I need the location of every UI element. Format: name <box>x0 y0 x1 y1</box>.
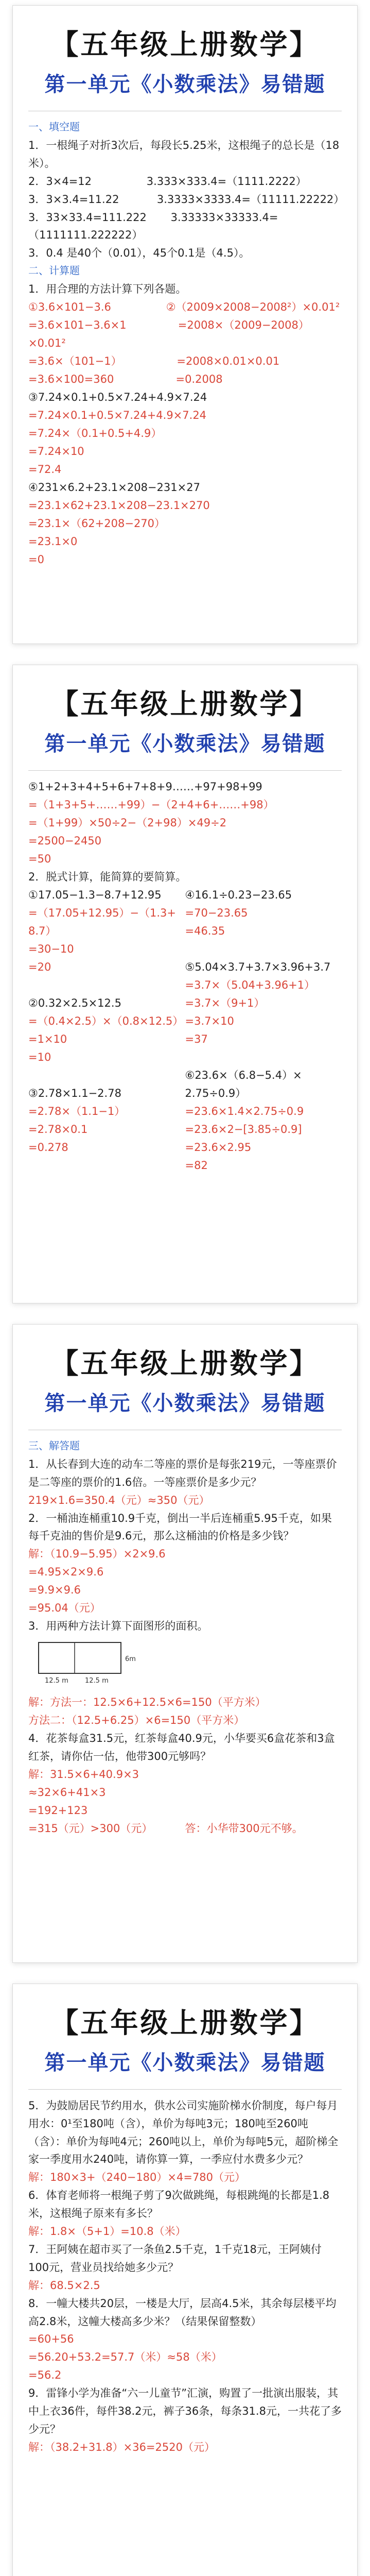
page-subtitle: 第一单元《小数乘法》易错题 <box>44 72 326 96</box>
calc-left: ①17.05−1.3−8.7+12.95 <box>28 888 162 901</box>
question: 1．用合理的方法计算下列各题。 <box>28 283 187 296</box>
page-subtitle: 第一单元《小数乘法》易错题 <box>44 1391 326 1415</box>
calc-left: ②0.32×2.5×12.5 <box>28 996 121 1009</box>
answer-line: =3.6×101−3.6×1 =2008×（2009−2008）×0.01² <box>28 319 309 350</box>
answer-line: =56.2 <box>28 2369 62 2382</box>
divider <box>28 2089 342 2090</box>
calc-left <box>28 1066 185 1084</box>
calc-right <box>185 940 342 958</box>
worksheet-page-2 <box>12 665 358 1303</box>
question: 2．一桶油连桶重10.9千克，倒出一半后连桶重5.95千克，如果每千克油的售价是9.6元，那么这桶油的价格是多少钱？ <box>28 1512 332 1543</box>
answer-line: ③7.24×0.1+0.5×7.24+4.9×7.24 <box>28 391 207 403</box>
calc-left: =1×10 <box>28 1032 67 1045</box>
question: 6．体育老师将一根绳子剪了9次做跳绳，每根跳绳的长都是1.8米，这根绳子原来有多长？ <box>28 2189 330 2220</box>
calc-right: 2.75÷0.9） <box>185 1087 246 1099</box>
question: 1．从长春到大连的动车二等座的票价是每张219元，一等座票价是二等座的票价的1.6倍。一等座票价是多少元？ <box>28 1458 337 1488</box>
question: 3．0.4 是40个（0.01），45个0.1是（4.5）。 <box>28 247 250 260</box>
answer-line: =3.6×（101−1） =2008×0.01×0.01 <box>28 354 280 367</box>
calc-left <box>28 976 185 994</box>
calc-right: =23.6×1.4×2.75÷0.9 <box>185 1105 304 1117</box>
answer-line: =7.24×10 <box>28 445 84 457</box>
answer-line: =315（元）>300（元） <box>28 1822 153 1835</box>
calc-right: ④16.1÷0.23−23.65 <box>185 888 292 901</box>
section-heading: 一、填空题 <box>28 120 80 133</box>
page-title: 【五年级上册数学】 <box>50 1347 320 1380</box>
worksheet-page-1 <box>12 5 358 644</box>
calc-right <box>185 1048 342 1066</box>
answer-conclusion: 答：小华带300元不够。 <box>185 1822 303 1835</box>
question: 3．33×33.4=111.222 3.33333×33333.4=（1111111.222222） <box>28 211 278 242</box>
answer-line: =0 <box>28 553 44 566</box>
answer-line: =50 <box>28 852 51 865</box>
calc-right: =23.6×2.95 <box>185 1141 252 1154</box>
question: 2．脱式计算，能简算的要简算。 <box>28 870 187 883</box>
calc-left: =2.78×0.1 <box>28 1123 88 1136</box>
answer-line: =7.24×（0.1+0.5+4.9） <box>28 427 162 439</box>
answer-line: =3.6×100=360 =0.2008 <box>28 372 223 385</box>
answer-line: =56.20+53.2=57.7（米）≈58（米） <box>28 2351 222 2364</box>
question: 9．雷锋小学为准备“六一儿童节”汇演，购置了一批演出服装，其中上衣36件，每件38.2元，裤子36条，每条31.8元，一共花了多少元？ <box>28 2387 342 2436</box>
section-heading: 二、计算题 <box>28 264 80 277</box>
question: 1．一根绳子对折3次后，每段长5.25米，这根绳子的总长是（18米）。 <box>28 139 340 170</box>
answer-line: ⑤1+2+3+4+5+6+7+8+9……+97+98+99 <box>28 780 262 793</box>
answer-line: =192+123 <box>28 1804 88 1817</box>
answer-line: ≈32×6+41×3 <box>28 1786 106 1799</box>
page-title: 【五年级上册数学】 <box>50 28 320 61</box>
calc-left: ③2.78×1.1−2.78 <box>28 1087 121 1099</box>
calc-left: =（0.4×2.5）×（0.8×12.5） <box>28 1014 184 1027</box>
figure-label-left: 12.5 m <box>45 1677 68 1685</box>
calc-left: =10 <box>28 1050 51 1063</box>
answer-line: =（1+99）×50÷2−（2+98）×49÷2 <box>28 816 227 829</box>
page-subtitle: 第一单元《小数乘法》易错题 <box>44 2050 326 2075</box>
question: 4．花茶每盒31.5元，红茶每盒40.9元，小华要买6盒花茶和3盒红茶，请你估一估，他带300元够吗？ <box>28 1732 335 1762</box>
calc-right: ⑥23.6×（6.8−5.4）× <box>185 1069 302 1081</box>
answer-line: =60+56 <box>28 2333 74 2346</box>
question: 5．为鼓励居民节约用水，供水公司实施阶梯水价制度，每户每月用水：0¹至180吨（含），单价为每吨3元；180吨至260吨（含）：单价为每吨4元；260吨以上，单价为每吨5元，超阶梯全家一季度用水240吨，请你算一算，一季应付水费多少元？ <box>28 2099 339 2166</box>
page-subtitle: 第一单元《小数乘法》易错题 <box>44 731 326 756</box>
answer-line: 解：方法一：12.5×6+12.5×6=150（平方米） <box>28 1696 266 1709</box>
answer-line: ①3.6×101−3.6 ②（2009×2008−2008²）×0.01² <box>28 301 340 314</box>
calc-right: =82 <box>185 1159 208 1172</box>
calc-left: =30−10 <box>28 942 74 955</box>
calc-left: =2.78×（1.1−1） <box>28 1105 126 1117</box>
calc-left: 8.7） <box>28 924 57 937</box>
section-heading: 三、解答题 <box>28 1439 80 1452</box>
answer-line: =4.95×2×9.6 <box>28 1566 104 1579</box>
answer-line: 方法二：（12.5+6.25）×6=150（平方米） <box>28 1714 245 1727</box>
answer-line: 解：1.8×（5+1）=10.8（米） <box>28 2225 186 2238</box>
page-title: 【五年级上册数学】 <box>50 2007 320 2039</box>
question: 2．3×4=12 3.333×333.4=（1111.2222） <box>28 175 307 188</box>
answer-line: ④231×6.2+23.1×208−231×27 <box>28 481 200 494</box>
answer-line: 解：31.5×6+40.9×3 <box>28 1768 139 1781</box>
calc-right: =23.6×2−[3.85÷0.9] <box>185 1123 302 1136</box>
calc-left: =（17.05+12.95）−（1.3+ <box>28 906 177 919</box>
question: 7．王阿姨在超市买了一条鱼2.5千克，1千克18元，王阿姨付100元，营业员找给她多少元？ <box>28 2243 322 2274</box>
answer-line: =2500−2450 <box>28 834 102 847</box>
calc-right: =37 <box>185 1032 208 1045</box>
answer-line: =72.4 <box>28 463 62 476</box>
figure-label-height: 6m <box>125 1655 136 1664</box>
answer-line: 解：（10.9−5.95）×2×9.6 <box>28 1548 166 1561</box>
divider <box>28 770 342 771</box>
answer-line: =（1+3+5+……+99）−（2+4+6+……+98） <box>28 798 274 811</box>
answer-line: 解：68.5×2.5 <box>28 2279 100 2292</box>
calc-right: =3.7×（9+1） <box>185 996 265 1009</box>
answer-line: 解：（38.2+31.8）×36=2520（元） <box>28 2441 215 2453</box>
answer-line: =7.24×0.1+0.5×7.24+4.9×7.24 <box>28 409 207 421</box>
calc-right: =70−23.65 <box>185 906 248 919</box>
calc-right: ⑤5.04×3.7+3.7×3.96+3.7 <box>185 960 331 973</box>
calc-left: =20 <box>28 960 51 973</box>
answer-line: =23.1×0 <box>28 535 78 548</box>
answer-line: 219×1.6=350.4（元）≈350（元） <box>28 1494 210 1506</box>
question: 3．用两种方法计算下面图形的面积。 <box>28 1620 208 1633</box>
worksheet-page-3 <box>12 1324 358 1963</box>
calc-right: =3.7×（5.04+3.96+1） <box>185 978 315 991</box>
page-title: 【五年级上册数学】 <box>50 688 320 720</box>
composite-rectangle-figure <box>33 1638 162 1685</box>
answer-line: =9.9×9.6 <box>28 1584 81 1597</box>
worksheet-page-4 <box>12 1984 358 2576</box>
answer-line: 解：180×3+（240−180）×4=780（元） <box>28 2171 246 2184</box>
calc-left <box>28 1157 185 1175</box>
answer-line: =23.1×（62+208−270） <box>28 517 166 530</box>
question: 3．3×3.4=11.22 3.3333×3333.4=（11111.22222） <box>28 193 345 206</box>
calc-left: =0.278 <box>28 1141 68 1154</box>
calc-right: =3.7×10 <box>185 1014 234 1027</box>
answer-line: =95.04（元） <box>28 1602 101 1615</box>
figure-label-right: 12.5 m <box>85 1677 109 1685</box>
calc-right: =46.35 <box>185 924 225 937</box>
answer-line: =23.1×62+23.1×208−23.1×270 <box>28 499 210 512</box>
question: 8．一幢大楼共20层，一楼是大厅，层高4.5米，其余每层楼平均高2.8米，这幢大楼高多少米？（结果保留整数） <box>28 2297 337 2328</box>
